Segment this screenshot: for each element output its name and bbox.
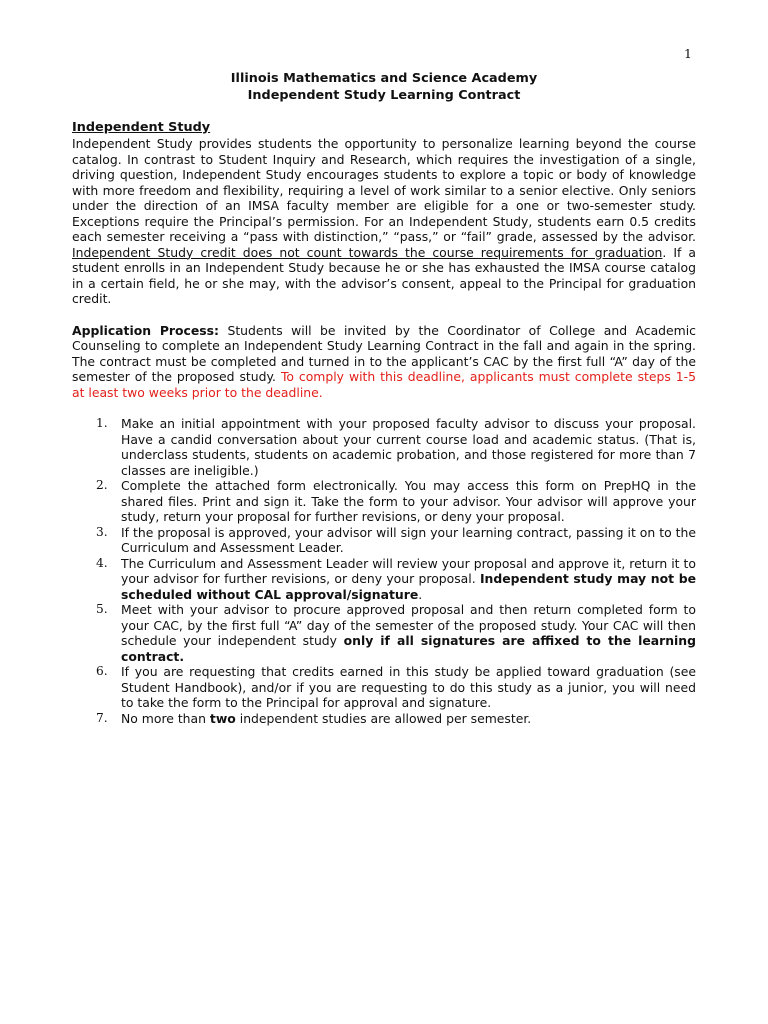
- step-text: Complete the attached form electronically. You may access this form on PrepHQ in the shared files. Print and sign it. Take the form to your advisor. Your advisor will approve your study, return your proposal for further revisions, or deny your proposal.: [121, 478, 696, 524]
- step-number: 6.: [96, 664, 108, 678]
- step-item: [72, 525, 696, 556]
- application-process-paragraph: [72, 323, 696, 401]
- step-number: 5.: [96, 602, 108, 616]
- application-process-text: Students will be invited by the Coordinator of College and Academic Counseling to complete an Independent Study Learning Contract in the fall and again in the spring. The contract must be completed and turned in to the applicant’s CAC by the first full “A” day of the semester of the proposed study.: [72, 322, 696, 384]
- title-line-1: Illinois Mathematics and Science Academy: [230, 71, 538, 86]
- step-number: 7.: [96, 710, 108, 725]
- step-item: [72, 556, 696, 603]
- step-number: 4.: [96, 555, 108, 570]
- step-text-after: .: [418, 586, 423, 602]
- step-text: The Curriculum and Assessment Leader will review your proposal and approve it, return it to your advisor for further revisions, or deny your proposal.: [121, 555, 696, 586]
- step-bold-text: Independent study may not be scheduled without CAL approval/signature: [121, 571, 696, 602]
- section-heading-independent-study: Independent Study: [72, 120, 211, 135]
- step-item: [72, 664, 696, 711]
- step-item: [72, 711, 696, 727]
- step-item: [72, 478, 696, 525]
- step-item: [72, 416, 696, 478]
- step-item: [72, 602, 696, 664]
- step-text-after: independent studies are allowed per semester.: [235, 710, 532, 726]
- step-text: Make an initial appointment with your proposed faculty advisor to discuss your proposal. Have a candid conversation about your current course load and academic status. (That is, underclass students, students on academic probation, and those registered for more than 7 classes are ineligible.): [121, 416, 696, 478]
- step-text: Meet with your advisor to procure approved proposal and then return completed form to your CAC, by the first full “A” day of the semester of the proposed study. Your CAC will then schedule your independent study: [121, 602, 696, 648]
- step-number: 3.: [96, 524, 108, 539]
- step-bold-text: two: [209, 710, 236, 726]
- document-body: [72, 120, 696, 726]
- steps-list: [72, 416, 696, 726]
- step-text: If you are requesting that credits earned in this study be applied toward graduation (see Student Handbook), and/or if you are requesting to do this study as a junior, you will need to take the form to the Principal for approval and signature.: [121, 664, 696, 710]
- title-line-2: Independent Study Learning Contract: [247, 88, 521, 103]
- step-bold-text: only if all signatures are affixed to the learning contract.: [121, 633, 696, 664]
- step-text: If the proposal is approved, your advisor will sign your learning contract, passing it on to the Curriculum and Assessment Leader.: [121, 524, 696, 555]
- independent-study-text: Independent Study provides students the opportunity to personalize learning beyond the course catalog. In contrast to Student Inquiry and Research, which requires the investigation of a single, driving question, Independent Study encourages students to explore a topic or body of knowledge with more freedom and flexibility, requiring a level of work similar to a senior elective. Only seniors under the direction of an IMSA faculty member are eligible for a one or two-semester study. Exceptions require the Principal’s permission. For an Independent Study, students earn 0.5 credits each semester receiving a “pass with distinction,” “pass,” or “fail” grade, assessed by the advisor.: [72, 136, 696, 244]
- step-text: No more than: [121, 710, 210, 726]
- page-number: 1: [684, 46, 692, 61]
- application-process-label: Application Process:: [72, 322, 220, 338]
- deadline-warning: To comply with this deadline, applicants must complete steps 1-5 at least two weeks prior to the deadline.: [72, 369, 697, 400]
- step-number: 2.: [96, 478, 108, 492]
- document-title: [0, 70, 768, 104]
- graduation-credit-note: Independent Study credit does not count towards the course requirements for graduation: [72, 244, 663, 260]
- independent-study-text-end: . If a student enrolls in an Independent Study because he or she has exhausted the IMSA course catalog in a certain field, he or she may, with the advisor’s consent, appeal to the Principal for graduation credit.: [72, 244, 696, 306]
- step-number: 1.: [96, 416, 108, 430]
- independent-study-paragraph: [72, 136, 696, 307]
